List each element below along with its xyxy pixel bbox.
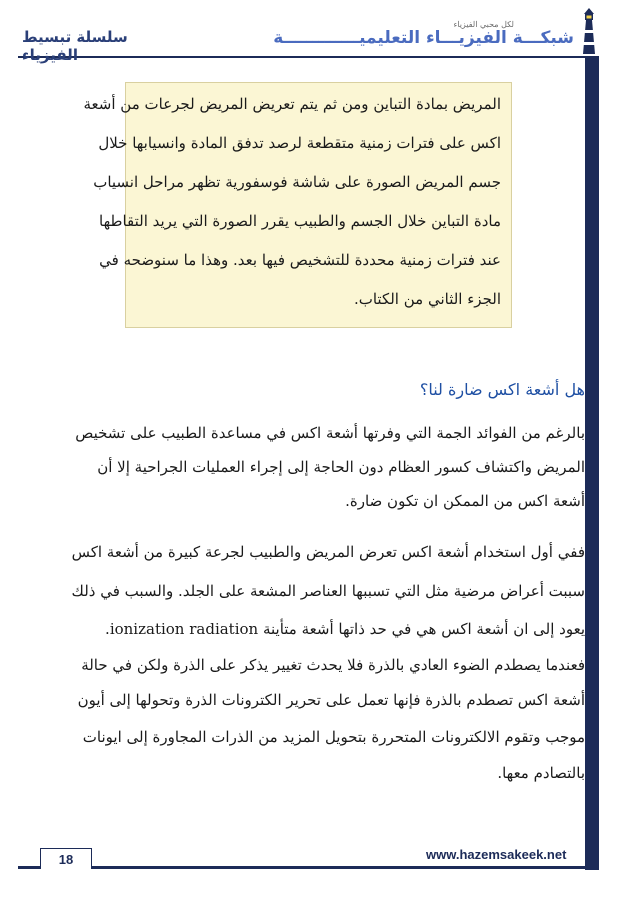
paragraph-line: أشعة اكس من الممكن ان تكون ضارة. — [345, 492, 585, 510]
paragraph-line: ففي أول استخدام أشعة اكس تعرض المريض والطبيب لجرعة كبيرة من أشعة اكس — [71, 543, 585, 561]
page-number: 18 — [40, 848, 92, 869]
quote-line: مادة التباين خلال الجسم والطبيب يقرر الصورة التي يريد التقاطها — [99, 212, 501, 230]
quote-line: الجزء الثاني من الكتاب. — [353, 290, 501, 308]
footer-rule — [18, 866, 599, 869]
paragraph-line: موجب وتقوم الالكترونات المتحررة بتحويل المزيد من الذرات المجاورة إلى ايونات — [82, 728, 585, 746]
paragraph-line: فعندما يصطدم الضوء العادي بالذرة فلا يحدث تغيير يذكر على الذرة ولكن في حالة — [81, 656, 585, 674]
paragraph-line: سببت أعراض مرضية مثل التي تسببها العناصر المشعة على الجلد. والسبب في ذلك — [71, 582, 585, 600]
paragraph-line: بالتصادم معها. — [497, 764, 585, 782]
paragraph-line: أشعة اكس تصطدم بالذرة فإنها تعمل على تحرير الكترونات الذرة وتحولها إلى أيون — [77, 691, 585, 709]
quote-line: اكس على فترات زمنية متقطعة لرصد تدفق المادة وانسيابها خلال — [98, 134, 501, 152]
paragraph-line: بالرغم من الفوائد الجمة التي وفرتها أشعة اكس في مساعدة الطبيب على تشخيص — [75, 424, 585, 442]
lighthouse-icon — [577, 6, 601, 56]
quote-line: المريض بمادة التباين ومن ثم يتم تعريض المريض لجرعات من أشعة — [83, 95, 501, 113]
paragraph-line: يعود إلى ان أشعة اكس هي في حد ذاتها أشعة متأينة ionization radiation. — [105, 620, 585, 638]
paragraph-line: المريض واكتشاف كسور العظام دون الحاجة إلى إجراء العمليات الجراحية إلا أن — [97, 458, 585, 476]
sidebar-bar — [585, 58, 599, 870]
brand — [273, 20, 574, 54]
brand-name: شبكـــة الفيزيـــاء التعليميـــــــــــــة — [273, 28, 574, 48]
quote-line: جسم المريض الصورة على شاشة فوسفورية تظهر مراحل انسياب — [93, 173, 501, 191]
quote-box — [83, 82, 512, 328]
section-heading: هل أشعة اكس ضارة لنا؟ — [419, 380, 585, 399]
footer-url[interactable]: www.hazemsakeek.net — [426, 847, 567, 862]
brand-tagline: لكل محبي الفيزياء — [453, 20, 514, 29]
quote-line: عند فترات زمنية محددة للتشخيص فيها بعد. وهذا ما سنوضحه في — [99, 251, 501, 269]
series-title: سلسلة تبسيط الفيزياء — [22, 28, 128, 64]
